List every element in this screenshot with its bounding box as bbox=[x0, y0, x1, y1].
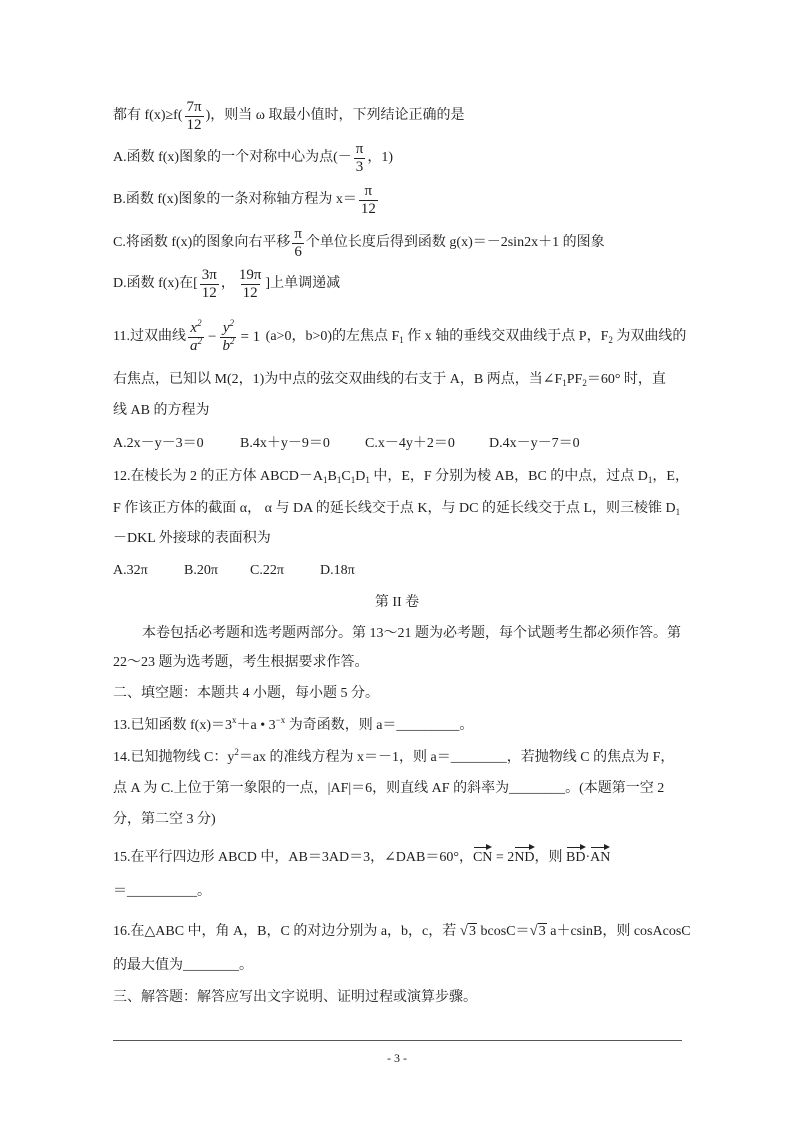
intro-text: 22～23 题为选考题，考生根据要求作答。 bbox=[113, 655, 369, 670]
radicand: 3 bbox=[538, 923, 546, 939]
q15-line-1-text bbox=[113, 847, 610, 869]
part-2-title bbox=[0, 592, 794, 614]
q11-line-1 bbox=[113, 317, 686, 357]
q10-option-b bbox=[113, 180, 380, 220]
fraction-numerator: 19π bbox=[238, 266, 262, 283]
fraction bbox=[359, 183, 378, 218]
q16-line-2 bbox=[113, 955, 253, 977]
subscript: 2 bbox=[608, 335, 613, 345]
denominator-exponent: 2 bbox=[229, 335, 235, 346]
text: 右焦点，已知以 M(2，1)为中点的弦交双曲线的右支于 A，B 两点，当∠F bbox=[113, 372, 563, 387]
numerator-base: y bbox=[222, 319, 230, 336]
text: (a>0，b>0)的左焦点 F bbox=[262, 329, 400, 344]
page-number-text: - 3 - bbox=[387, 1051, 407, 1065]
q10-option-d-post: ]上单调递减 bbox=[265, 276, 341, 291]
q11-option-b: B.4x＋y－9＝0 bbox=[240, 436, 330, 451]
text: ，E， bbox=[652, 469, 689, 484]
text: 15.在平行四边形 ABCD 中，AB＝3AD＝3，∠DAB＝60°， bbox=[113, 850, 473, 865]
q10-option-a-pre: A.函数 f(x)图象的一个对称中心为点(－ bbox=[113, 150, 352, 165]
q12-option-c: C.22π bbox=[250, 563, 284, 578]
exponent: 2 bbox=[234, 747, 239, 757]
text: 为双曲线的 bbox=[612, 329, 687, 344]
radicand: 3 bbox=[469, 923, 476, 939]
q12-options bbox=[113, 560, 682, 582]
q10-option-d bbox=[113, 264, 340, 304]
q14-line-1 bbox=[113, 747, 674, 769]
q13-text bbox=[113, 715, 473, 737]
subscript: 1 bbox=[399, 335, 404, 345]
fraction-denominator: 3 bbox=[355, 158, 364, 175]
text: ＝60° 时，直 bbox=[586, 372, 666, 387]
q10-option-c bbox=[113, 223, 605, 263]
fraction-numerator: π bbox=[355, 140, 364, 157]
q16-line-1 bbox=[113, 920, 691, 942]
q10-stem bbox=[113, 96, 464, 136]
intro-text: 本卷包括必考题和选考题两部分。第 13～21 题为必考题，每个试题考生都必须作答。第 bbox=[142, 626, 681, 641]
denominator-base: b bbox=[222, 337, 230, 354]
subscript: 1 bbox=[323, 475, 328, 485]
q14-line-1-text bbox=[113, 747, 674, 769]
q14-line-2 bbox=[113, 778, 664, 800]
vector-cn: CN bbox=[472, 850, 493, 865]
text: 12.在棱长为 2 的正方体 ABCD－A bbox=[113, 469, 324, 484]
fraction bbox=[237, 267, 264, 302]
text: 13.已知函数 f(x)＝3 bbox=[113, 718, 232, 733]
fraction-denominator bbox=[220, 337, 236, 355]
radical-sign: √ bbox=[529, 922, 538, 939]
numerator-base: x bbox=[190, 319, 198, 336]
q12-line-3 bbox=[113, 528, 271, 550]
denominator-base: a bbox=[189, 337, 198, 354]
text: ＝ax 的准线方程为 x＝－1，则 a＝________，若抛物线 C 的焦点为 F， bbox=[238, 750, 675, 765]
solution-section-heading bbox=[113, 987, 477, 1009]
fraction bbox=[354, 141, 366, 176]
text: 14.已知抛物线 C：y bbox=[113, 750, 235, 765]
text: 为奇函数，则 a＝_________。 bbox=[285, 718, 474, 733]
fraction-numerator: π bbox=[294, 225, 302, 242]
text: 16.在△ABC 中，角 A，B，C 的对边分别为 a，b，c，若 bbox=[113, 923, 460, 939]
fraction-denominator: 12 bbox=[186, 116, 202, 133]
q14-line-2-text: 点 A 为 C.上位于第一象限的一点，|AF|＝6，则直线 AF 的斜率为________。(本题第一空 2 bbox=[113, 781, 665, 796]
exponent: x bbox=[232, 715, 237, 725]
subscript: 1 bbox=[562, 378, 567, 388]
section-heading-text: 三、解答题：解答应写出文字说明、证明过程或演算步骤。 bbox=[113, 990, 477, 1005]
q11-line-3 bbox=[113, 400, 209, 422]
q12-line-2 bbox=[113, 498, 680, 520]
fraction-numerator: 3π bbox=[201, 266, 217, 283]
q16-line-2-text: 的最大值为________。 bbox=[113, 958, 253, 973]
fraction-numerator bbox=[188, 317, 203, 337]
dot-product-operator: · bbox=[585, 850, 591, 865]
fraction bbox=[200, 267, 219, 302]
q11-line-2 bbox=[113, 369, 666, 391]
text: D bbox=[355, 469, 366, 484]
q13 bbox=[113, 715, 473, 737]
fraction bbox=[185, 99, 204, 134]
fraction-numerator: π bbox=[364, 182, 373, 199]
part-2-intro-line-2 bbox=[113, 652, 369, 674]
q11-options bbox=[113, 433, 682, 455]
text: ，则 bbox=[534, 850, 567, 865]
q12-line-3-text: －DKL 外接球的表面积为 bbox=[113, 531, 271, 546]
q10-stem-post: )，则当 ω 取最小值时，下列结论正确的是 bbox=[205, 108, 465, 123]
part-2-title-text: 第 II 卷 bbox=[374, 595, 420, 610]
q15-line-1 bbox=[113, 847, 610, 869]
fraction-denominator: 12 bbox=[201, 284, 217, 301]
text: F 作该正方体的截面 α， α 与 DA 的延长线交于点 K，与 DC 的延长线交于点 L，则三棱锥 D bbox=[113, 501, 676, 516]
numerator-exponent: 2 bbox=[229, 317, 235, 328]
q16-line-1-text bbox=[113, 920, 691, 943]
q12-line-2-text bbox=[113, 498, 680, 520]
text: ＋a • 3 bbox=[236, 718, 276, 733]
minus-operator: − bbox=[207, 329, 217, 345]
subscript: 1 bbox=[365, 475, 370, 485]
fraction-numerator bbox=[221, 317, 236, 337]
q15-line-2-text: ＝__________。 bbox=[113, 884, 211, 899]
subscript: 2 bbox=[582, 378, 587, 388]
q10-option-a bbox=[113, 138, 393, 178]
q14-line-3-text: 分，第二空 3 分) bbox=[113, 812, 216, 827]
text: PF bbox=[566, 372, 583, 387]
numerator-exponent: 2 bbox=[197, 317, 202, 328]
vector-an: AN bbox=[590, 850, 611, 865]
part-2-intro-line-1 bbox=[142, 623, 681, 645]
fraction-denominator: 12 bbox=[242, 284, 258, 301]
fraction-denominator: 12 bbox=[360, 200, 376, 217]
fraction-x2-over-a2 bbox=[188, 317, 204, 355]
q15-line-2 bbox=[113, 881, 211, 903]
fill-in-section-heading bbox=[113, 683, 379, 705]
q11-number-text: 11.过双曲线 bbox=[113, 329, 186, 344]
q10-option-a-post: ，1) bbox=[367, 150, 394, 165]
q12-line-1 bbox=[113, 466, 689, 488]
radical-sign: √ bbox=[459, 922, 468, 939]
fraction-numerator: 7π bbox=[186, 98, 202, 115]
q10-stem-pre: 都有 f(x)≥f( bbox=[113, 108, 183, 123]
q14-line-3 bbox=[113, 809, 216, 831]
fraction bbox=[292, 226, 304, 261]
q10-option-c-pre: C.将函数 f(x)的图象向右平移 bbox=[113, 235, 291, 250]
section-heading-text: 二、填空题：本题共 4 小题，每小题 5 分。 bbox=[113, 686, 379, 701]
q12-line-1-text bbox=[113, 466, 689, 488]
q10-option-b-pre: B.函数 f(x)图象的一条对称轴方程为 x＝ bbox=[113, 192, 357, 207]
q12-option-d: D.18π bbox=[320, 563, 355, 578]
q12-option-b: B.20π bbox=[184, 563, 218, 578]
vector-bd: BD bbox=[566, 850, 586, 865]
page-number bbox=[0, 1047, 794, 1069]
subscript: 1 bbox=[647, 475, 653, 485]
text: 作 x 轴的垂线交双曲线于点 P，F bbox=[403, 329, 609, 344]
footer-divider bbox=[113, 1040, 682, 1041]
subscript: 1 bbox=[336, 475, 342, 485]
text: B bbox=[327, 469, 337, 484]
subscript: 1 bbox=[675, 507, 681, 517]
equals-one: = 1 bbox=[240, 329, 261, 345]
denominator-exponent: 2 bbox=[197, 335, 202, 346]
text: a＋csinB，则 cosAcosC bbox=[546, 923, 691, 939]
text: C bbox=[341, 469, 351, 484]
q11-line-1-tail bbox=[262, 326, 686, 348]
q11-option-c: C.x－4y＋2＝0 bbox=[365, 436, 455, 451]
q11-line-2-text bbox=[113, 369, 666, 391]
subscript: 1 bbox=[350, 475, 356, 485]
q10-option-d-mid: ， bbox=[220, 276, 235, 291]
q12-option-a: A.32π bbox=[113, 563, 148, 578]
vector-nd: ND bbox=[514, 850, 535, 865]
q11-line-3-text: 线 AB 的方程为 bbox=[113, 403, 210, 418]
text: 中，E，F 分别为棱 AB，BC 的中点，过点 D bbox=[369, 469, 648, 484]
q11-option-a: A.2x－y－3＝0 bbox=[113, 436, 204, 451]
q10-option-c-post: 个单位长度后得到函数 g(x)＝－2sin2x＋1 的图象 bbox=[305, 235, 605, 250]
fraction-y2-over-b2 bbox=[220, 317, 236, 355]
exponent: −x bbox=[275, 715, 286, 725]
fraction-denominator: 6 bbox=[294, 243, 302, 260]
q11-option-d: D.4x－y－7＝0 bbox=[489, 436, 580, 451]
fraction-denominator bbox=[188, 337, 204, 355]
q10-option-d-pre: D.函数 f(x)在[ bbox=[113, 276, 198, 291]
text: = 2 bbox=[492, 850, 515, 865]
text: bcosC＝ bbox=[477, 923, 530, 939]
